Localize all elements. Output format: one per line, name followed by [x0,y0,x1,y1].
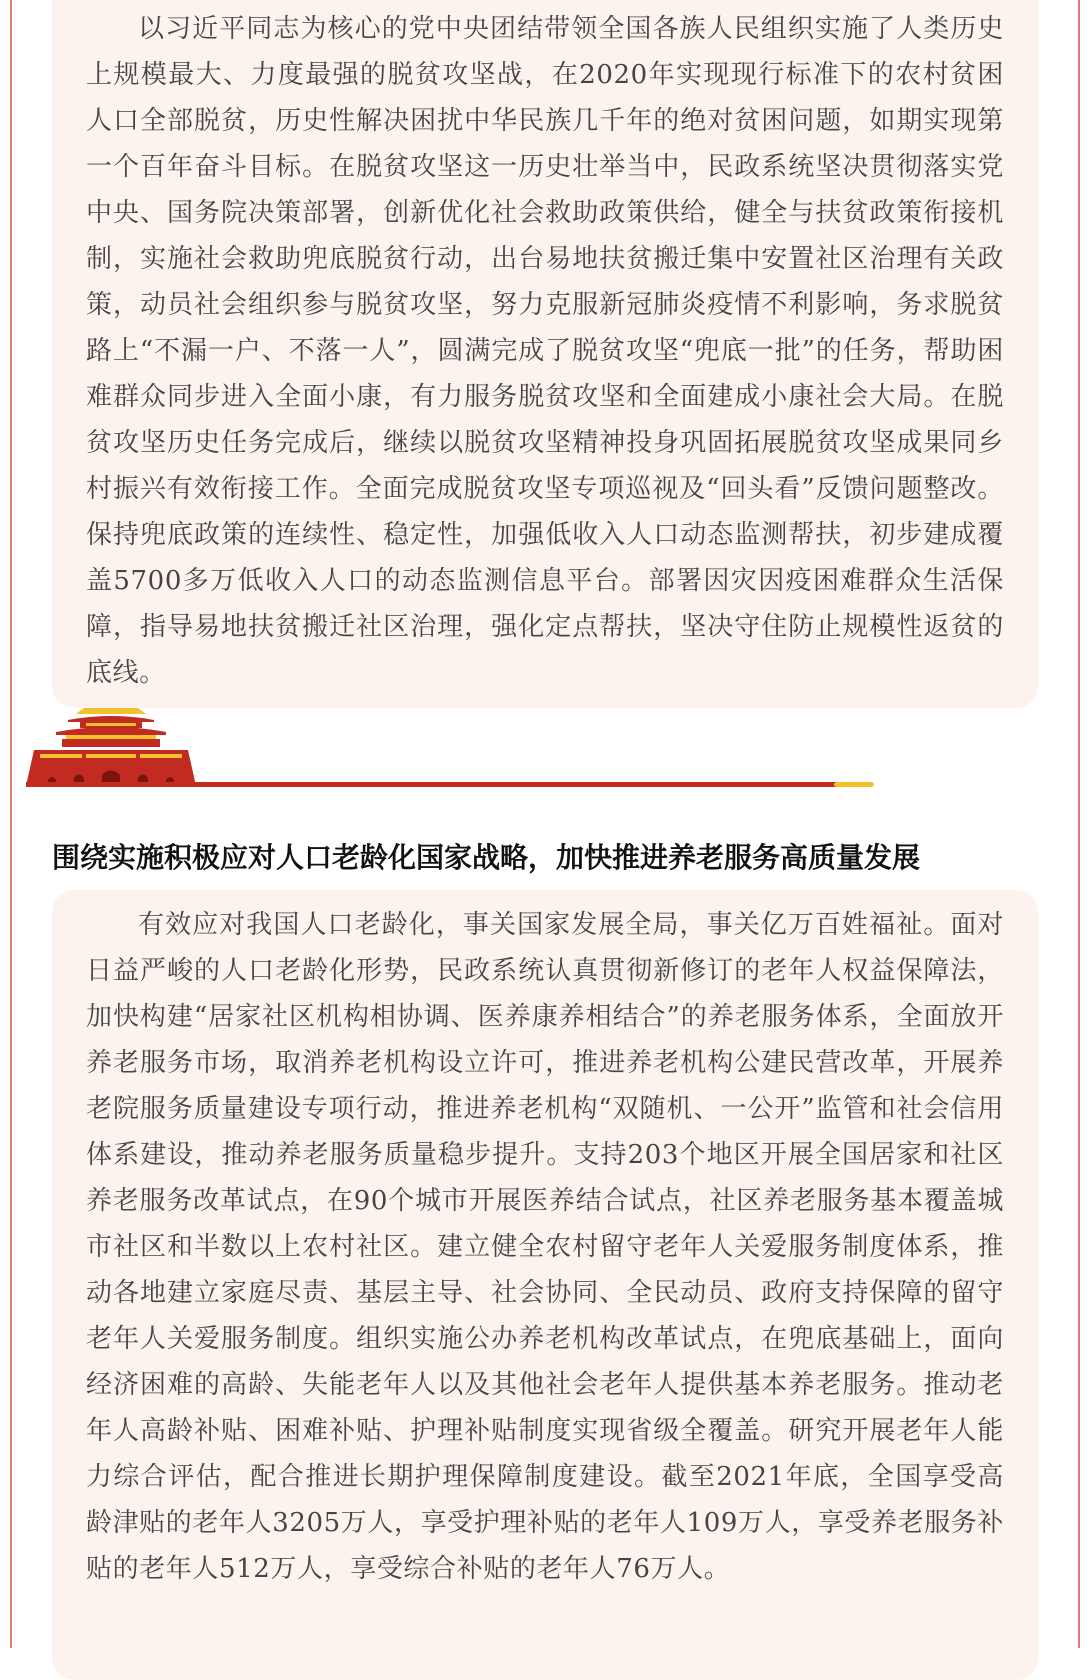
section-divider [26,708,876,788]
tiananmen-gate-icon [26,708,196,786]
page-frame-left [10,0,12,1648]
divider-accent [834,782,874,787]
divider-line [26,782,846,787]
paragraph-elderly-care: 有效应对我国人口老龄化，事关国家发展全局，事关亿万百姓福祉。面对日益严峻的人口老龄化形势，民政系统认真贯彻新修订的老年人权益保障法，加快构建“居家社区机构相协调、医养康养相结合”的养老服务体系，全面放开养老服务市场，取消养老机构设立许可，推进养老机构公建民营改革，开展养老院服务质量建设专项行动，推进养老机构“双随机、一公开”监管和社会信用体系建设，推动养老服务质量稳步提升。支持203个地区开展全国居家和社区养老服务改革试点，在90个城市开展医养结合试点，社区养老服务基本覆盖城市社区和半数以上农村社区。建立健全农村留守老年人关爱服务制度体系，推动各地建立家庭尽责、基层主导、社会协同、全民动员、政府支持保障的留守老年人关爱服务制度。组织实施公办养老机构改革试点，在兜底基础上，面向经济困难的高龄、失能老年人以及其他社会老年人提供基本养老服务。推动老年人高龄补贴、困难补贴、护理补贴制度实现省级全覆盖。研究开展老年人能力综合评估，配合推进长期护理保障制度建设。截至2021年底，全国享受高龄津贴的老年人3205万人，享受护理补贴的老年人109万人，享受养老服务补贴的老年人512万人，享受综合补贴的老年人76万人。 [86,910,1004,1584]
paragraph-poverty-alleviation: 以习近平同志为核心的党中央团结带领全国各族人民组织实施了人类历史上规模最大、力度最强的脱贫攻坚战，在2020年实现现行标准下的农村贫困人口全部脱贫，历史性解决困扰中华民族几千年的绝对贫困问题，如期实现第一个百年奋斗目标。在脱贫攻坚这一历史壮举当中，民政系统坚决贯彻落实党中央、国务院决策部署，创新优化社会救助政策供给，健全与扶贫政策衔接机制，实施社会救助兜底脱贫行动，出台易地扶贫搬迁集中安置社区治理有关政策，动员社会组织参与脱贫攻坚，努力克服新冠肺炎疫情不利影响，务求脱贫路上“不漏一户、不落一人”，圆满完成了脱贫攻坚“兜底一批”的任务，帮助困难群众同步进入全面小康，有力服务脱贫攻坚和全面建成小康社会大局。在脱贫攻坚历史任务完成后，继续以脱贫攻坚精神投身巩固拓展脱贫攻坚成果同乡村振兴有效衔接工作。全面完成脱贫攻坚专项巡视及“回头看”反馈问题整改。保持兜底政策的连续性、稳定性，加强低收入人口动态监测帮扶，初步建成覆盖5700多万低收入人口的动态监测信息平台。部署因灾因疫困难群众生活保障，指导易地扶贫搬迁社区治理，强化定点帮扶，坚决守住防止规模性返贫的底线。 [86,14,1004,688]
content-panel-poverty [52,0,1038,708]
section-heading-elderly-care: 围绕实施积极应对人口老龄化国家战略，加快推进养老服务高质量发展 [52,841,921,874]
page-frame-right [1078,0,1080,1648]
content-panel-elderly-care [52,890,1038,1680]
